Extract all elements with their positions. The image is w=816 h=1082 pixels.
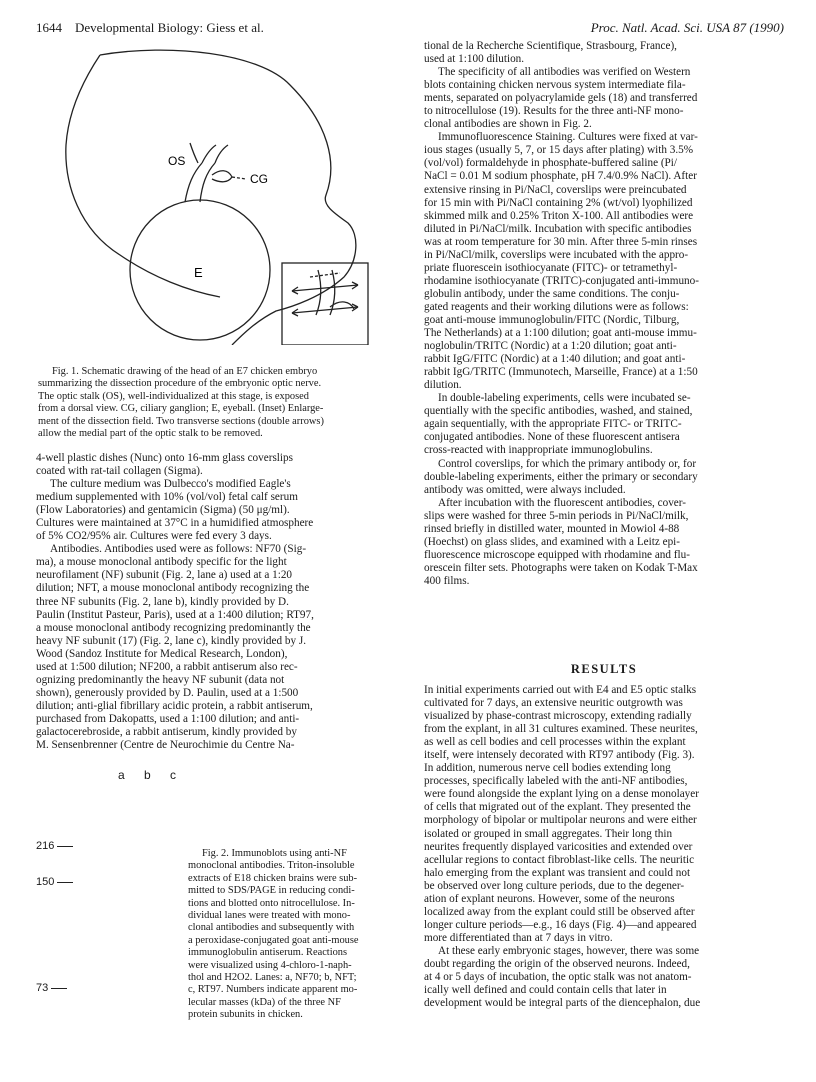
text-line: at 4 or 5 days of incubation, the optic stalk was not anatom-	[424, 971, 692, 984]
text-line: be observed over long culture periods, due to the degener-	[424, 879, 685, 892]
text-line: isolated or grouped in small aggregates. Their long thin	[424, 827, 673, 840]
text-line: globulin antibody, under the same conditions. The conju-	[424, 287, 680, 300]
text-line: localized away from the explant could still be observed after	[424, 905, 695, 918]
text-line: doubt regarding the origin of the observed neurons. Indeed,	[424, 957, 690, 970]
figure-2-caption	[188, 848, 402, 1022]
text-line: The culture medium was Dulbecco's modified Eagle's	[50, 478, 291, 491]
text-line: In initial experiments carried out with E4 and E5 optic stalks	[424, 684, 697, 696]
head-outline-left	[66, 55, 220, 297]
caption-line: protein subunits in chicken.	[188, 1009, 303, 1021]
caption-line: a peroxidase-conjugated goat anti-mouse	[188, 934, 359, 946]
text-line: dilution; anti-glial fibrillary acidic protein, a rabbit antiserum,	[36, 699, 313, 712]
text-line: 4-well plastic dishes (Nunc) onto 16-mm glass coverslips	[36, 452, 293, 464]
results-text	[424, 684, 784, 1010]
mw-marker-150: 150	[36, 876, 73, 888]
figure-2-blot	[36, 780, 206, 1080]
text-line: slips were washed for three 5-min periods in Pi/NaCl/milk,	[424, 509, 689, 522]
text-line: ically well defined and could contain cells that later in	[424, 984, 667, 997]
text-line: visualized by phase-contrast microscopy, extending radially	[424, 710, 692, 723]
optic-stalk	[185, 163, 215, 202]
journal-citation: Proc. Natl. Acad. Sci. USA 87 (1990)	[590, 20, 784, 35]
text-line: three NF subunits (Fig. 2, lane b), kindly provided by D.	[36, 595, 289, 608]
text-line: shown), generously provided by D. Paulin, used at a 1:500	[36, 686, 299, 699]
text-line: antibody was omitted, were always included.	[424, 483, 626, 496]
text-line: medium supplemented with 10% (vol/vol) fetal calf serum	[36, 491, 298, 504]
text-line: longer culture periods—e.g., 16 days (Fig. 4)—and appeared	[424, 918, 697, 931]
text-line: 400 films.	[424, 574, 470, 587]
text-line: in Pi/NaCl/milk, coverslips were incubated with the appro-	[424, 248, 689, 261]
text-line: as well as cell bodies and cell processes within the explant	[424, 736, 686, 749]
caption-line: Fig. 1. Schematic drawing of the head of an E7 chicken embryo	[52, 366, 318, 377]
figure-2-lane-labels: a b c	[118, 768, 185, 782]
text-line: from the explant, in all 31 cultures examined. These neurites,	[424, 723, 698, 736]
text-line: rabbit IgG/FITC (Nordic) at a 1:40 dilution; and goat anti-	[424, 353, 686, 366]
text-line: skimmed milk and 0.25% Triton X-100. All antibodies were	[424, 209, 694, 222]
caption-line: dividual lanes were treated with mono-	[188, 910, 351, 922]
caption-line: ment of the dissection field. Two transverse sections (double arrows)	[38, 415, 324, 427]
caption-line: were visualized using 4-chloro-1-naph-	[188, 959, 352, 971]
section-arrow-2	[292, 307, 358, 313]
caption-line: Fig. 2. Immunoblots using anti-NF	[202, 848, 347, 859]
text-line: ious stages (usually 5, 7, or 15 days after plating) with 3.5%	[424, 144, 694, 157]
running-title: Developmental Biology: Giess et al.	[75, 20, 264, 35]
text-line: fluorescence microscope equipped with rhodamine and flu-	[424, 548, 690, 561]
text-line: M. Sensenbrenner (Centre de Neurochimie du Centre Na-	[36, 739, 295, 752]
caption-line: clonal antibodies and subsequently with	[188, 922, 355, 934]
text-line: ma), a mouse monoclonal antibody specific for the light	[36, 556, 287, 569]
caption-line: immunoglobulin antiserum. Reactions	[188, 947, 348, 959]
running-header-left	[36, 20, 264, 36]
caption-line: lecular masses (kDa) of the three NF	[188, 996, 341, 1008]
caption-line: mitted to SDS/PAGE in reducing condi-	[188, 885, 355, 897]
figure-1-caption	[38, 366, 398, 440]
text-line: double-labeling experiments, either the primary or secondary	[424, 470, 698, 483]
text-line: The specificity of all antibodies was verified on Western	[438, 66, 691, 79]
text-line: Cultures were maintained at 37°C in a humidified atmosphere	[36, 517, 314, 530]
caption-line: The optic stalk (OS), well-individualized at this stage, is exposed	[38, 390, 309, 402]
text-line: At these early embryonic stages, however, there was some	[438, 944, 700, 957]
text-line: development would be integral parts of the diencephalon, due	[424, 997, 701, 1010]
text-line: ation of explant neurons. However, some of the neurons	[424, 892, 675, 905]
text-line: neurites frequently displayed varicosities and extended over	[424, 840, 693, 853]
head-outline	[100, 50, 356, 345]
text-line: NaCl = 0.01 M sodium phosphate, pH 7.4/0.9% NaCl). After	[424, 170, 697, 183]
caption-line: extracts of E18 chicken brains were sub-	[188, 872, 358, 884]
text-line: conjugated antibodies. None of these fluorescent antisera	[424, 431, 680, 444]
text-line: of cells that migrated out of the explant. They presented the	[424, 801, 691, 814]
text-line: coated with rat-tail collagen (Sigma).	[36, 465, 203, 478]
text-line: itself, were intensely decorated with RT97 antibody (Fig. 3).	[424, 749, 695, 762]
caption-line: summarizing the dissection procedure of the embryonic optic nerve.	[38, 378, 322, 390]
text-line: Paulin (Institut Pasteur, Paris), used at a 1:400 dilution; RT97,	[36, 608, 314, 621]
text-line: noglobulin/TRITC (Nordic) at a 1:20 dilution; goat anti-	[424, 340, 677, 353]
text-line: tional de la Recherche Scientifique, Strasbourg, France),	[424, 40, 677, 52]
text-line: (Hoechst) on glass slides, and examined with a Leitz epi-	[424, 535, 680, 548]
mw-marker-73: 73	[36, 982, 67, 994]
text-line: neurofilament (NF) subunit (Fig. 2, lane a) used at a 1:20	[36, 569, 293, 582]
text-line: ments, separated on polyacrylamide gels (18) and transferred	[424, 92, 698, 105]
section-arrow-1	[292, 285, 358, 291]
label-e: E	[194, 265, 203, 280]
text-line: (Flow Laboratories) and gentamicin (Sigma) (50 μg/ml).	[36, 504, 290, 517]
text-line: processes, specifically labeled with the anti-NF antibodies,	[424, 775, 688, 788]
text-line: Control coverslips, for which the primary antibody or, for	[438, 457, 697, 470]
text-line: purchased from Dakopatts, used a 1:100 dilution; and anti-	[36, 712, 300, 725]
text-line: dilution; NFT, a mouse monoclonal antibody recognizing the	[36, 582, 310, 595]
text-line: cross-reacted with inappropriate immunoglobulins.	[424, 444, 653, 457]
text-line: cultivated for 7 days, an extensive neuritic outgrowth was	[424, 697, 683, 710]
text-line: clonal antibodies are shown in Fig. 2.	[424, 118, 592, 131]
text-line: halo emerging from the explant was transient and could not	[424, 866, 691, 879]
caption-line: from a dorsal view. CG, ciliary ganglion; E, eyeball. (Inset) Enlarge-	[38, 403, 324, 415]
text-line: extensive rinsing in Pi/NaCl, coverslips were preincubated	[424, 183, 687, 196]
mw-marker-216: 216	[36, 840, 73, 852]
text-line: goat anti-mouse immunoglobulin/FITC (Nordic, Tilburg,	[424, 313, 680, 326]
caption-line: c, RT97. Numbers indicate apparent mo-	[188, 984, 358, 996]
text-line: quentially with the specific antibodies, washed, and stained,	[424, 405, 693, 418]
text-line: morphology of bipolar or multipolar neurons and were either	[424, 814, 697, 827]
figure-1	[60, 45, 400, 345]
text-line: dilution.	[424, 379, 462, 392]
text-line: was at room temperature for 30 min. After three 5-min rinses	[424, 235, 698, 248]
text-line: orescein filter sets. Photographs were taken on Kodak T-Max	[424, 561, 698, 574]
text-line: In addition, numerous nerve cell bodies extending long	[424, 762, 671, 775]
label-cg: CG	[250, 172, 268, 186]
text-line: The Netherlands) at a 1:100 dilution; goat anti-mouse immu-	[424, 327, 697, 340]
page-number: 1644	[36, 20, 62, 35]
text-line: gated reagents and their working dilutions were as follows:	[424, 300, 689, 313]
results-heading: RESULTS	[570, 662, 638, 676]
text-line: In double-labeling experiments, cells were incubated se-	[438, 392, 691, 405]
ciliary-ganglion	[212, 171, 232, 182]
caption-line: allow the medial part of the optic stalk to be removed.	[38, 428, 263, 440]
text-line: Antibodies. Antibodies used were as follows: NF70 (Sig-	[50, 543, 307, 556]
figure-1-drawing	[60, 45, 400, 345]
text-line: used at 1:500 dilution; NF200, a rabbit antiserum also rec-	[36, 660, 298, 673]
text-line: rinsed briefly in distilled water, mounted in Mowiol 4-88	[424, 522, 680, 535]
text-line: heavy NF subunit (17) (Fig. 2, lane c), kindly provided by J.	[36, 634, 307, 647]
text-line: galactocerebroside, a rabbit antiserum, kindly provided by	[36, 725, 297, 738]
text-line: again sequentially, with the appropriate FITC- or TRITC-	[424, 418, 682, 431]
text-line: Immunofluorescence Staining. Cultures were fixed at var-	[438, 131, 698, 144]
text-line: priate fluorescein isothiocyanate (FITC)- or tetramethyl-	[424, 261, 678, 274]
text-line: After incubation with the fluorescent antibodies, cover-	[438, 496, 686, 509]
text-line: for 15 min with Pi/NaCl containing 2% (wt/vol) lyophilized	[424, 196, 693, 209]
left-column-text	[36, 452, 408, 752]
caption-line: monoclonal antibodies. Triton-insoluble	[188, 860, 355, 872]
text-line: ognizing predominantly the heavy NF subunit (data not	[36, 673, 285, 686]
label-os: OS	[168, 154, 186, 168]
text-line: of 5% CO2/95% air. Cultures were fed every 3 days.	[36, 530, 272, 543]
text-line: diluted in Pi/NaCl/milk. Incubation with specific antibodies	[424, 222, 692, 235]
text-line: more differentiated than at 7 days in vitro.	[424, 931, 613, 944]
text-line: Wood (Sandoz Institute for Medical Research, London),	[36, 647, 288, 660]
text-line: rabbit IgG/TRITC (Immunotech, Marseille, France) at a 1:50	[424, 366, 698, 379]
text-line: used at 1:100 dilution.	[424, 53, 525, 66]
text-line: to nitrocellulose (19). Results for the three anti-NF mono-	[424, 105, 684, 118]
text-line: a mouse monoclonal antibody recognizing predominantly the	[36, 621, 311, 634]
caption-line: thol and H2O2. Lanes: a, NF70; b, NFT;	[188, 972, 357, 984]
text-line: were found alongside the explant lying on a dense monolayer	[424, 788, 699, 801]
text-line: rhodamine isothiocyanate (TRITC)-conjugated anti-immuno-	[424, 274, 699, 287]
text-line: blots containing chicken nervous system intermediate fila-	[424, 79, 686, 92]
text-line: acellular regions to contact fibroblast-like cells. The neuritic	[424, 853, 695, 866]
caption-line: tions and blotted onto nitrocellulose. In-	[188, 897, 355, 909]
text-line: (vol/vol) formaldehyde in phosphate-buffered saline (Pi/	[424, 157, 677, 170]
right-column-text	[424, 40, 784, 588]
